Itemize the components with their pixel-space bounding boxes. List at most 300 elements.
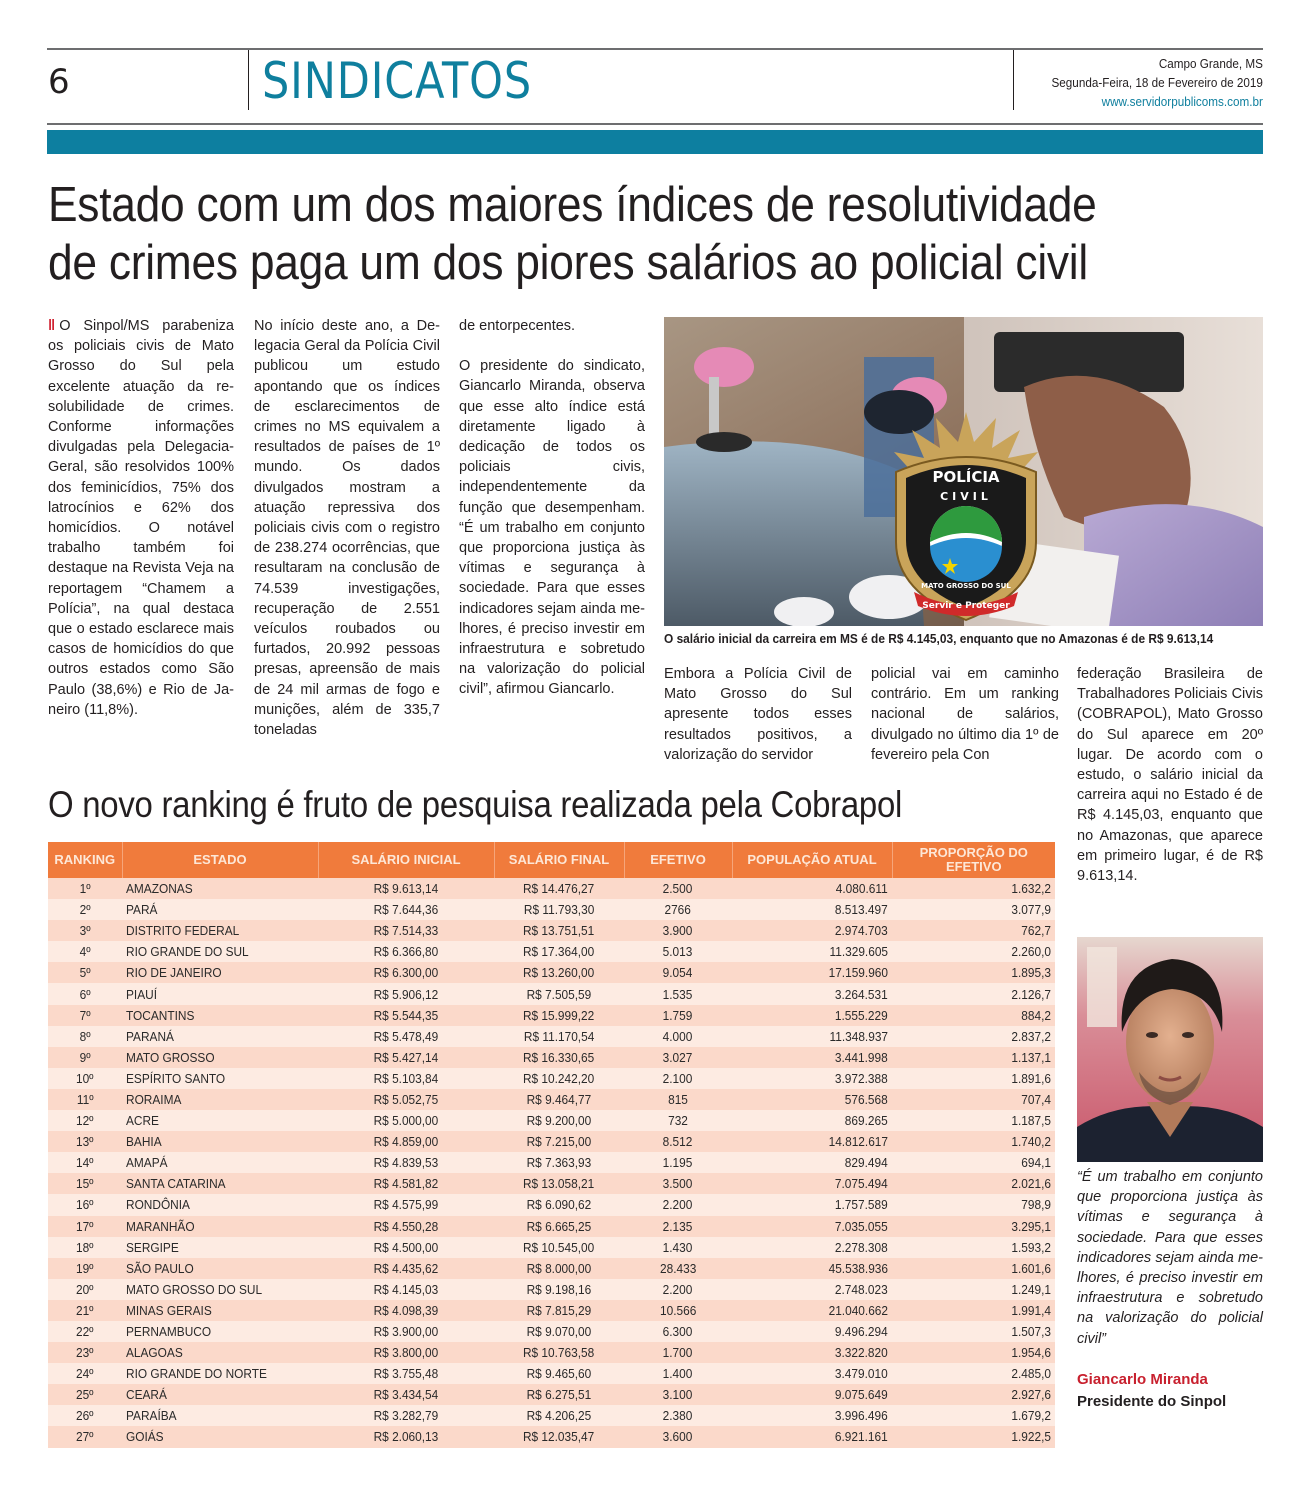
cell-estado-text: CEARÁ <box>126 1387 167 1403</box>
cell-estado-text: PARAÍBA <box>126 1408 177 1424</box>
cell-salario-inicial <box>318 962 494 983</box>
dateline-date: Segunda-Feira, 18 de Fevereiro de 2019 <box>1051 75 1263 90</box>
cell-salario-final-text: R$ 13.260,00 <box>523 965 595 981</box>
cell-proporcao-text: 1.891,6 <box>1011 1070 1051 1086</box>
cell-ranking-text: 13º <box>76 1134 94 1150</box>
table-row <box>48 920 1055 941</box>
cell-ranking-text: 14º <box>76 1155 94 1171</box>
cell-populacao <box>732 1194 892 1215</box>
cell-proporcao <box>892 1152 1055 1173</box>
cell-estado-text: MATO GROSSO <box>126 1049 215 1065</box>
cell-populacao-text: 17.159.960 <box>828 965 888 981</box>
cell-salario-final-text: R$ 6.665,25 <box>526 1218 592 1234</box>
masthead-divider <box>248 50 249 110</box>
cell-efetivo <box>624 1089 732 1110</box>
pull-quote: “É um trabalho em conjunto que proporciona justiça às vítimas e segurança à sociedade. Para que esses indicadores sejam ainda melhores, é preciso investir em infraestrutura e sobretudo na valorização do policial civil” <box>1077 1169 1263 1347</box>
article-text: O Sinpol/MS parabeniza os policiais civis de Mato Grosso do Sul pela excelente atuação da resolubilidade de crimes. Conforme informações divulgadas pela Delegacia-Geral, são resolvidos 100% dos feminicídios, 75% dos latrocínios e 62% dos homicídios. O notável trabalho também foi destaque na Revista Veja na reportagem “Chamem a Polícia”, na qual destaca que o estado esclarece mais casos de homicídios do que outros estados como São Paulo (38,6%) e Rio de Janeiro (11,8%). <box>48 318 234 718</box>
cell-efetivo-text: 2.200 <box>663 1197 693 1213</box>
cell-efetivo <box>624 1216 732 1237</box>
cell-ranking <box>48 1426 122 1447</box>
cell-proporcao-text: 1.137,1 <box>1011 1049 1051 1065</box>
cell-ranking-text: 20º <box>76 1281 94 1297</box>
cell-efetivo-text: 3.027 <box>663 1049 693 1065</box>
table-row <box>48 1216 1055 1237</box>
cell-populacao-text: 11.329.605 <box>829 944 888 960</box>
cell-salario-inicial-text: R$ 3.900,00 <box>373 1324 439 1340</box>
cell-efetivo <box>624 941 732 962</box>
cell-populacao-text: 3.441.998 <box>835 1049 888 1065</box>
cell-efetivo-text: 1.430 <box>663 1239 693 1255</box>
cell-estado <box>122 1321 318 1342</box>
cell-salario-final <box>494 1089 624 1110</box>
cell-proporcao <box>892 1173 1055 1194</box>
cell-salario-inicial-text: R$ 6.300,00 <box>373 965 439 981</box>
cell-salario-inicial-text: R$ 4.575,99 <box>373 1197 439 1213</box>
cell-efetivo <box>624 1005 732 1026</box>
cell-ranking-text: 9º <box>79 1049 91 1065</box>
cell-salario-final <box>494 983 624 1004</box>
cell-estado-text: AMAZONAS <box>126 881 193 897</box>
cell-salario-inicial <box>318 920 494 941</box>
cell-estado-text: MINAS GERAIS <box>126 1302 212 1318</box>
cell-salario-final-text: R$ 10.242,20 <box>523 1070 595 1086</box>
cell-salario-inicial <box>318 1237 494 1258</box>
cell-proporcao <box>892 1426 1055 1447</box>
cell-populacao <box>732 899 892 920</box>
cell-populacao <box>732 1131 892 1152</box>
cell-efetivo <box>624 1426 732 1447</box>
cell-estado-text: SANTA CATARINA <box>126 1176 226 1192</box>
cell-salario-inicial-text: R$ 5.478,49 <box>373 1028 439 1044</box>
cell-salario-final <box>494 1279 624 1300</box>
cell-populacao-text: 6.921.161 <box>835 1429 888 1445</box>
cell-efetivo <box>624 920 732 941</box>
cell-estado <box>122 899 318 920</box>
cell-ranking <box>48 920 122 941</box>
cell-proporcao <box>892 962 1055 983</box>
cell-salario-final-text: R$ 7.215,00 <box>526 1134 592 1150</box>
article-column-6 <box>1077 664 1263 886</box>
cell-salario-inicial-text: R$ 3.755,48 <box>373 1366 439 1382</box>
cell-efetivo <box>624 1047 732 1068</box>
section-title: SINDICATOS <box>262 52 533 110</box>
cell-ranking <box>48 1131 122 1152</box>
table-subheading: O novo ranking é fruto de pesquisa realizada pela Cobrapol <box>48 784 903 825</box>
cell-ranking <box>48 1405 122 1426</box>
cell-ranking-text: 27º <box>76 1429 94 1445</box>
cell-populacao <box>732 1279 892 1300</box>
cell-salario-final <box>494 1258 624 1279</box>
cell-populacao <box>732 1110 892 1131</box>
cell-efetivo <box>624 1110 732 1131</box>
cell-efetivo <box>624 1300 732 1321</box>
article-text: policial vai em caminho contrário. Em um ranking nacional de salários, divulgado no último dia 1º de fevereiro pela Con <box>871 666 1059 763</box>
article-photo <box>664 317 1263 626</box>
cell-proporcao <box>892 1258 1055 1279</box>
cell-salario-final-text: R$ 13.058,21 <box>523 1176 595 1192</box>
cell-estado-text: PIAUÍ <box>126 986 158 1002</box>
cell-salario-inicial-text: R$ 5.052,75 <box>373 1091 439 1107</box>
cell-proporcao-text: 2.485,0 <box>1011 1366 1051 1382</box>
cell-estado <box>122 1216 318 1237</box>
cell-estado-text: SÃO PAULO <box>126 1260 194 1276</box>
cell-proporcao <box>892 899 1055 920</box>
cell-populacao <box>732 1173 892 1194</box>
cell-ranking-text: 17º <box>76 1218 94 1234</box>
cell-populacao <box>732 962 892 983</box>
cell-salario-inicial-text: R$ 2.060,13 <box>373 1429 439 1445</box>
cell-proporcao-text: 2.126,7 <box>1011 986 1051 1002</box>
cell-salario-final-text: R$ 8.000,00 <box>526 1260 592 1276</box>
article-text: O presidente do sindicato, Giancarlo Miranda, observa que esse alto índice está diretamente ligado à dedicação de todos os policiais civis, independentemente da função que desempenham. “É um trabalho em conjunto que proporciona justiça às vítimas e segurança à sociedade. Para que esses indicadores sejam ainda melhores, é preciso investir em infraestrutura e sobretudo na valorização do policial civil”, afirmou Giancarlo. <box>459 358 645 698</box>
cell-salario-final-text: R$ 12.035,47 <box>523 1429 595 1445</box>
cell-ranking-text: 5º <box>79 965 91 981</box>
cell-proporcao-text: 1.507,3 <box>1011 1324 1051 1340</box>
table-row <box>48 1068 1055 1089</box>
cell-efetivo <box>624 1152 732 1173</box>
cell-proporcao-text: 1.954,6 <box>1011 1345 1051 1361</box>
cell-salario-final-text: R$ 4.206,25 <box>526 1408 592 1424</box>
cell-efetivo <box>624 1363 732 1384</box>
cell-proporcao-text: 1.922,5 <box>1011 1429 1051 1445</box>
cell-estado <box>122 1342 318 1363</box>
cell-estado <box>122 1047 318 1068</box>
cell-proporcao <box>892 1342 1055 1363</box>
cell-efetivo <box>624 1405 732 1426</box>
cell-salario-final-text: R$ 17.364,00 <box>523 944 595 960</box>
cell-populacao-text: 7.075.494 <box>835 1176 888 1192</box>
headline-line-2: de crimes paga um dos piores salários ao policial civil <box>48 236 1088 290</box>
cell-estado <box>122 1258 318 1279</box>
cell-populacao <box>732 1047 892 1068</box>
cell-salario-inicial-text: R$ 5.427,14 <box>373 1049 439 1065</box>
cell-estado <box>122 1005 318 1026</box>
cell-efetivo-text: 732 <box>668 1113 688 1129</box>
cell-estado-text: DISTRITO FEDERAL <box>126 923 240 939</box>
cell-efetivo <box>624 899 732 920</box>
cell-estado-text: SERGIPE <box>126 1239 179 1255</box>
article-column-5 <box>871 664 1059 765</box>
cell-efetivo <box>624 1131 732 1152</box>
table-row <box>48 1321 1055 1342</box>
cell-populacao <box>732 1089 892 1110</box>
cell-ranking-text: 16º <box>76 1197 94 1213</box>
table-row <box>48 1005 1055 1026</box>
cell-proporcao-text: 3.077,9 <box>1011 902 1051 918</box>
cell-proporcao <box>892 1089 1055 1110</box>
cell-ranking <box>48 1216 122 1237</box>
headline-line-1: Estado com um dos maiores índices de resolutividade <box>48 178 1097 232</box>
cell-ranking <box>48 899 122 920</box>
cell-efetivo-text: 2.200 <box>663 1281 693 1297</box>
cell-salario-inicial <box>318 1152 494 1173</box>
article-column-1 <box>48 316 234 720</box>
cell-salario-inicial <box>318 878 494 899</box>
cell-ranking <box>48 1300 122 1321</box>
cell-populacao-text: 869.265 <box>845 1113 888 1129</box>
cell-populacao-text: 2.974.703 <box>835 923 888 939</box>
cell-proporcao-text: 798,9 <box>1021 1197 1051 1213</box>
cell-ranking-text: 11º <box>76 1091 94 1107</box>
table-row <box>48 1173 1055 1194</box>
table-row <box>48 1258 1055 1279</box>
cell-salario-final-text: R$ 7.363,93 <box>526 1155 592 1171</box>
cell-salario-inicial-text: R$ 7.514,33 <box>373 923 439 939</box>
cell-ranking <box>48 1026 122 1047</box>
cell-estado <box>122 1300 318 1321</box>
masthead-top-rule <box>47 48 1263 50</box>
table-row <box>48 1237 1055 1258</box>
table-row <box>48 1152 1055 1173</box>
cell-populacao-text: 11.348.937 <box>829 1028 888 1044</box>
cell-estado-text: ESPÍRITO SANTO <box>126 1070 226 1086</box>
table-row <box>48 1047 1055 1068</box>
cell-ranking-text: 6º <box>79 986 91 1002</box>
cell-salario-final <box>494 1321 624 1342</box>
cell-salario-final <box>494 1384 624 1405</box>
cell-salario-final <box>494 1342 624 1363</box>
cell-ranking <box>48 1047 122 1068</box>
badge-text-motto: Servir e Proteger <box>922 601 1010 611</box>
cell-ranking-text: 12º <box>76 1113 94 1129</box>
cell-salario-inicial <box>318 1110 494 1131</box>
cell-salario-inicial <box>318 1216 494 1237</box>
cell-ranking-text: 8º <box>79 1028 91 1044</box>
cell-populacao-text: 3.322.820 <box>835 1345 888 1361</box>
cell-proporcao-text: 1.632,2 <box>1011 881 1051 897</box>
cell-proporcao <box>892 878 1055 899</box>
cell-estado-text: RIO GRANDE DO NORTE <box>126 1366 267 1382</box>
cell-proporcao-text: 3.295,1 <box>1011 1218 1051 1234</box>
cell-salario-inicial-text: R$ 5.000,00 <box>373 1113 439 1129</box>
cell-proporcao-text: 884,2 <box>1021 1007 1051 1023</box>
article-text: de entorpecentes. <box>459 318 576 334</box>
cell-estado <box>122 1131 318 1152</box>
cell-ranking <box>48 1173 122 1194</box>
table-row <box>48 1384 1055 1405</box>
cell-efetivo <box>624 878 732 899</box>
cell-populacao <box>732 1005 892 1026</box>
article-text: No início deste ano, a Delegacia Geral da Polícia Civil publicou um estudo apontando que os índices de esclarecimentos de crimes no MS equivalem a resultados de países de 1º mundo. Os dados divulgados mostram a atuação repressiva dos policiais civis com o registro de 238.274 ocorrências, que resultaram na conclusão de 74.539 investigações, recuperação de 2.551 veículos roubados ou furtados, 20.992 pessoas presas, apreensão de mais de 24 mil armas de fogo e munições, além de 335,7 toneladas <box>254 318 440 739</box>
cell-salario-final-text: R$ 7.505,59 <box>526 986 592 1002</box>
masthead-divider <box>1013 50 1014 110</box>
cell-salario-final-text: R$ 10.545,00 <box>523 1239 595 1255</box>
cell-efetivo-text: 8.512 <box>663 1134 693 1150</box>
cell-salario-inicial-text: R$ 5.103,84 <box>373 1070 439 1086</box>
cell-efetivo <box>624 1026 732 1047</box>
cell-proporcao <box>892 1405 1055 1426</box>
cell-efetivo-text: 2766 <box>664 902 692 918</box>
cell-estado <box>122 1237 318 1258</box>
cell-efetivo-text: 1.759 <box>663 1007 693 1023</box>
cell-ranking-text: 25º <box>76 1387 94 1403</box>
cell-ranking <box>48 1342 122 1363</box>
cell-populacao-text: 576.568 <box>845 1091 888 1107</box>
badge-text-policia: POLÍCIA <box>932 468 1000 486</box>
masthead-bottom-rule <box>47 123 1263 125</box>
table-row <box>48 941 1055 962</box>
cell-salario-inicial <box>318 1384 494 1405</box>
cell-ranking <box>48 962 122 983</box>
cell-estado <box>122 1405 318 1426</box>
cell-proporcao <box>892 1237 1055 1258</box>
cell-salario-final-text: R$ 9.198,16 <box>526 1281 592 1297</box>
cell-populacao-text: 9.496.294 <box>835 1324 888 1340</box>
cell-efetivo-text: 2.500 <box>663 881 693 897</box>
cell-salario-inicial-text: R$ 4.581,82 <box>373 1176 439 1192</box>
cell-estado-text: MATO GROSSO DO SUL <box>126 1281 263 1297</box>
cell-efetivo-text: 10.566 <box>659 1302 697 1318</box>
cell-proporcao <box>892 920 1055 941</box>
cell-populacao <box>732 1258 892 1279</box>
cell-salario-final-text: R$ 6.090,62 <box>526 1197 592 1213</box>
cell-estado-text: RORAIMA <box>126 1091 182 1107</box>
cell-proporcao <box>892 1321 1055 1342</box>
portrait-photo <box>1077 937 1263 1162</box>
cell-estado-text: PARÁ <box>126 902 158 918</box>
cell-efetivo-text: 2.380 <box>663 1408 693 1424</box>
cell-populacao-text: 21.040.662 <box>828 1302 888 1318</box>
cell-populacao <box>732 1321 892 1342</box>
cell-populacao <box>732 1426 892 1447</box>
cell-ranking-text: 2º <box>79 902 91 918</box>
cell-salario-inicial-text: R$ 3.434,54 <box>373 1387 439 1403</box>
cell-estado-text: TOCANTINS <box>126 1007 195 1023</box>
cell-efetivo-text: 3.900 <box>663 923 693 939</box>
cell-salario-final-text: R$ 10.763,58 <box>523 1345 595 1361</box>
cell-populacao <box>732 878 892 899</box>
cell-salario-inicial <box>318 1363 494 1384</box>
cell-salario-inicial-text: R$ 4.435,62 <box>373 1260 439 1276</box>
portrait-illustration <box>1077 937 1263 1162</box>
cell-efetivo <box>624 983 732 1004</box>
cell-salario-inicial-text: R$ 5.906,12 <box>373 986 439 1002</box>
quote-author-role: Presidente do Sinpol <box>1077 1393 1227 1410</box>
cell-salario-final-text: R$ 9.464,77 <box>526 1091 592 1107</box>
badge-text-civil: CIVIL <box>940 490 992 503</box>
cell-salario-final <box>494 1173 624 1194</box>
cell-salario-final <box>494 1047 624 1068</box>
cell-salario-final <box>494 1131 624 1152</box>
cell-ranking <box>48 941 122 962</box>
cell-ranking-text: 24º <box>76 1366 94 1382</box>
cell-ranking <box>48 1384 122 1405</box>
cell-efetivo <box>624 1194 732 1215</box>
cell-salario-final <box>494 1426 624 1447</box>
cell-proporcao-text: 1.740,2 <box>1011 1134 1051 1150</box>
cell-estado-text: BAHIA <box>126 1134 162 1150</box>
cell-efetivo <box>624 1342 732 1363</box>
cell-proporcao <box>892 983 1055 1004</box>
cell-salario-inicial-text: R$ 4.859,00 <box>373 1134 439 1150</box>
cell-populacao-text: 9.075.649 <box>835 1387 888 1403</box>
cell-efetivo-text: 1.700 <box>663 1345 693 1361</box>
cell-salario-inicial <box>318 1342 494 1363</box>
cell-salario-inicial <box>318 1047 494 1068</box>
cell-salario-final-text: R$ 15.999,22 <box>523 1007 595 1023</box>
cell-efetivo <box>624 1384 732 1405</box>
salary-ranking-table <box>48 842 1055 1448</box>
cell-estado <box>122 941 318 962</box>
cell-ranking-text: 19º <box>76 1260 94 1276</box>
cell-ranking-text: 23º <box>76 1345 94 1361</box>
cell-estado-text: RIO DE JANEIRO <box>126 965 222 981</box>
table-header-row <box>48 842 1055 878</box>
cell-efetivo-text: 1.400 <box>663 1366 693 1382</box>
table-row <box>48 962 1055 983</box>
cell-salario-inicial-text: R$ 9.613,14 <box>373 881 439 897</box>
cell-populacao-text: 7.035.055 <box>835 1218 888 1234</box>
cell-populacao <box>732 1237 892 1258</box>
cell-proporcao <box>892 1005 1055 1026</box>
article-text: federação Brasileira de Trabalhadores Policiais Civis (COBRAPOL), Mato Grosso do Sul aparece em 20º lugar. De acordo com o estudo, o salário inicial da carreira aqui no Estado é de R$ 4.145,03, enquanto que no Amazonas, que aparece em primeiro lugar, é de R$ 9.613,14. <box>1077 666 1263 885</box>
cell-proporcao-text: 694,1 <box>1021 1155 1051 1171</box>
cell-populacao-text: 3.264.531 <box>835 986 888 1002</box>
cell-populacao <box>732 1384 892 1405</box>
cell-proporcao <box>892 1194 1055 1215</box>
cell-estado <box>122 1173 318 1194</box>
quote-author-name: Giancarlo Miranda <box>1077 1371 1208 1388</box>
cell-proporcao <box>892 1026 1055 1047</box>
table-row <box>48 1026 1055 1047</box>
cell-estado <box>122 1279 318 1300</box>
cell-salario-final <box>494 1068 624 1089</box>
cell-estado <box>122 1152 318 1173</box>
website-link[interactable]: www.servidorpublicoms.com.br <box>1101 94 1263 109</box>
cell-salario-final <box>494 920 624 941</box>
cell-ranking <box>48 878 122 899</box>
cell-salario-inicial <box>318 899 494 920</box>
cell-ranking <box>48 1152 122 1173</box>
cell-salario-final-text: R$ 7.815,29 <box>526 1302 592 1318</box>
cell-salario-inicial-text: R$ 3.800,00 <box>373 1345 439 1361</box>
table-row <box>48 1342 1055 1363</box>
cell-efetivo-text: 6.300 <box>663 1324 693 1340</box>
cell-proporcao <box>892 1300 1055 1321</box>
column-header-salario-final: SALÁRIO FINAL <box>494 842 624 878</box>
cell-proporcao <box>892 1279 1055 1300</box>
cell-ranking <box>48 1005 122 1026</box>
cell-salario-inicial <box>318 1089 494 1110</box>
cell-estado-text: PARANÁ <box>126 1028 174 1044</box>
cell-proporcao-text: 1.593,2 <box>1011 1239 1051 1255</box>
cell-salario-inicial <box>318 1194 494 1215</box>
cell-estado <box>122 1026 318 1047</box>
cell-efetivo-text: 3.600 <box>663 1429 693 1445</box>
table-row <box>48 1279 1055 1300</box>
cell-salario-inicial-text: R$ 3.282,79 <box>373 1408 439 1424</box>
cell-ranking-text: 15º <box>76 1176 94 1192</box>
cell-populacao <box>732 983 892 1004</box>
cell-proporcao <box>892 1384 1055 1405</box>
cell-efetivo <box>624 1258 732 1279</box>
cell-efetivo <box>624 1068 732 1089</box>
cell-proporcao <box>892 941 1055 962</box>
cell-salario-final-text: R$ 11.793,30 <box>523 902 595 918</box>
cell-salario-inicial <box>318 1300 494 1321</box>
cell-efetivo <box>624 1173 732 1194</box>
cell-salario-final <box>494 1300 624 1321</box>
cell-estado <box>122 1363 318 1384</box>
table-row <box>48 983 1055 1004</box>
cell-ranking-text: 22º <box>76 1324 94 1340</box>
column-header-efetivo: EFETIVO <box>624 842 732 878</box>
cell-salario-final <box>494 962 624 983</box>
cell-populacao-text: 1.757.589 <box>835 1197 888 1213</box>
table-row <box>48 1131 1055 1152</box>
cell-populacao <box>732 1405 892 1426</box>
cell-efetivo-text: 28.433 <box>659 1260 697 1276</box>
